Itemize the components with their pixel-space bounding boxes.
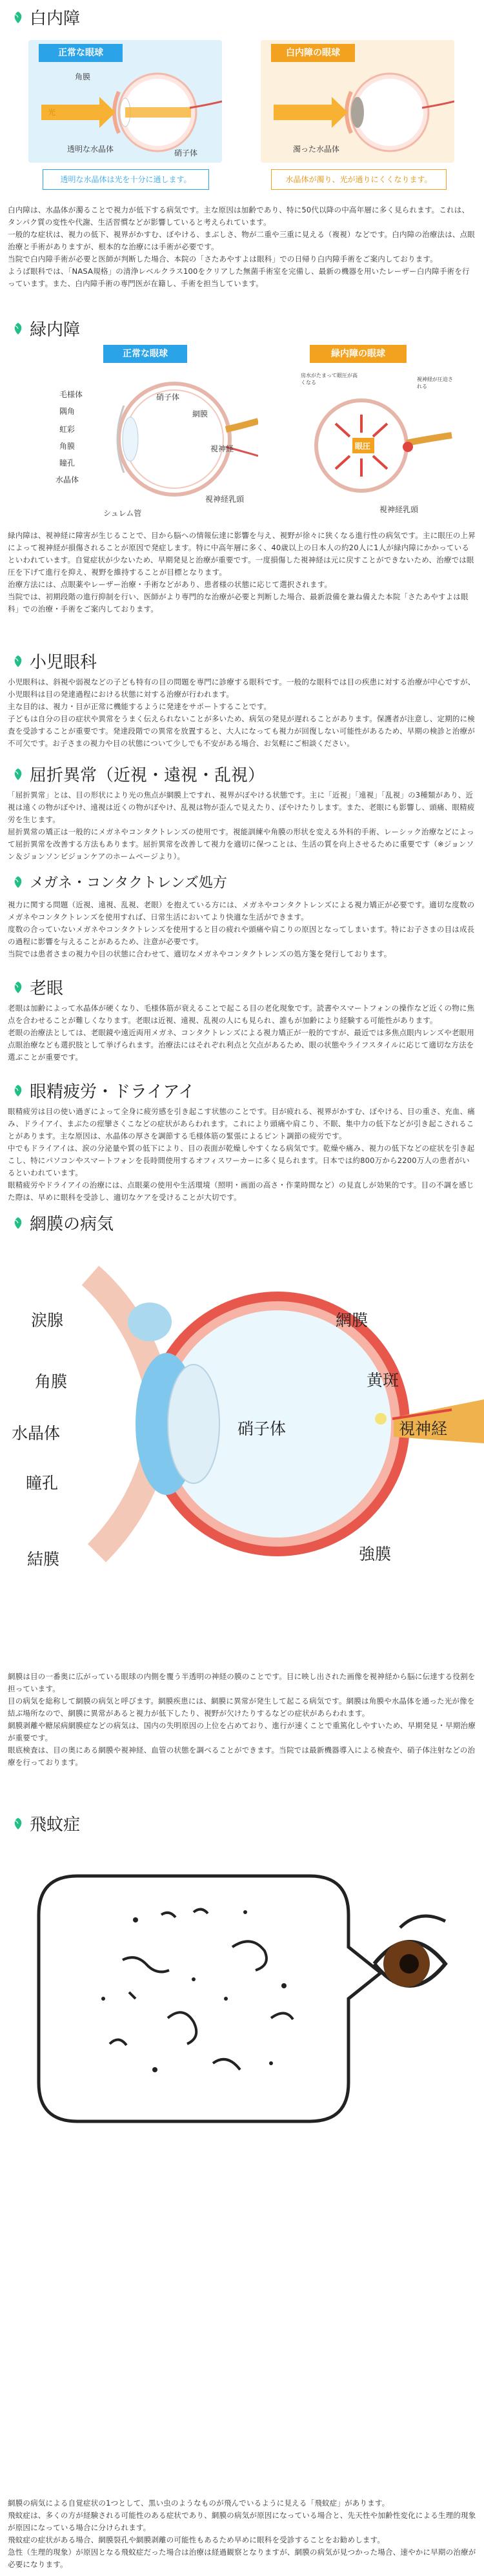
- section-title-text: 飛蚊症: [30, 1815, 81, 1835]
- label-conjunctiva: 結膜: [27, 1550, 60, 1569]
- eyestrain-text: [8, 1106, 476, 1204]
- label-cloudy-lens: 濁った水晶体: [293, 145, 340, 154]
- section-refraction: [0, 762, 484, 872]
- paragraph: 視力に関する問題（近視、遠視、乱視、老眼）を抱えている方には、メガネやコンタクトレンズによる視力矯正が必要です。適切な度数のメガネやコンタクトレンズを使用すれば、日常生活においてより快適な生活ができます。: [8, 900, 475, 922]
- section-title: [12, 1211, 114, 1235]
- retina-text: [8, 1671, 476, 1769]
- paragraph: 中でもドライアイは、涙の分泌量や質の低下により、目の表面が乾燥しやすくなる病気です。乾燥や痛み、視力の低下などの症状を引き起こし、特にパソコンやスマートフォンを長時間使用するオフィスワーカーに多く見られます。日本では約800万から2200万人の患者がいるといわれています。: [8, 1144, 475, 1177]
- paragraph: ようば眼科では、「NASA規格」の清浄レベルクラス100をクリアした無菌手術室を完備し、最新の機器を用いたレーザー白内障手術を行っています。また、白内障手術の専門医が在籍し、手術を担当しています。: [8, 267, 470, 288]
- section-title: [12, 5, 80, 29]
- paragraph: 網膜の病気による自覚症状の1つとして、黒い虫のようなものが飛んでいるように見える「飛蚊症」があります。: [8, 2499, 390, 2508]
- paragraph: 飛蚊症の症状がある場合、網膜裂孔や網膜剥離の可能性もあるため早めに眼科を受診することをお勧めします。: [8, 2535, 385, 2544]
- section-title: [12, 1811, 80, 1835]
- section-title-text: 緑内障: [30, 320, 81, 340]
- paragraph: 眼底検査は、目の奥にある網膜や視神経、血管の状態を調べることができます。当院では最新機器導入による検査や、硝子体注射などの治療を行っております。: [8, 1746, 476, 1767]
- section-title: [12, 872, 227, 892]
- floaters-illustration: [0, 1850, 484, 2134]
- label-ciliary: 毛様体: [59, 390, 83, 399]
- label-light: 光: [48, 108, 56, 117]
- refraction-text: [8, 789, 476, 863]
- label-macula: 黄斑: [367, 1371, 399, 1390]
- glaucoma-normal-badge: 正常な眼球: [103, 345, 187, 363]
- label-lens: 水晶体: [12, 1424, 61, 1443]
- label-clear-lens: 透明な水晶体: [67, 145, 114, 154]
- label-optic-nerve: 視神経: [399, 1419, 448, 1438]
- paragraph: 老眼の治療法としては、老眼鏡や遠近両用メガネ、コンタクトレンズによる視力矯正が一般的ですが、最近では多焦点眼内レンズや老眼用点眼治療なども選択肢として挙げられます。治療法にはそれぞれ利点と欠点があるため、眼の状態やライフスタイルに応じて適切な方法を選ぶことが重要です。: [8, 1028, 474, 1062]
- section-title: [12, 762, 265, 786]
- section-title-text: メガネ・コンタクトレンズ処方: [30, 875, 227, 891]
- label-vitreous: 硝子体: [156, 393, 180, 402]
- paragraph: 網膜は目の一番奥に広がっている眼球の内側を覆う半透明の神経の膜のことです。目に映し出された画像を視神経から脳に伝達する役割を担っています。: [8, 1672, 476, 1693]
- paragraph: 「屈折異常」とは、目の形状により光の焦点が網膜上ですれ、視界がぼやける状態です。主に「近視」「遠視」「乱視」の3種類があり、近視は遠くの物がぼやけ、遠視は近くの物がぼやけ、乱視は物が歪んで見えたり、ぼやけたりします。また、老眼にも影響し、頭痛、眼精疲労を生じます。: [8, 790, 475, 824]
- leaf-icon: [12, 1084, 25, 1097]
- paragraph: 目の病気を総称して網膜の病気と呼びます。網膜疾患には、網膜に異常が発生して起こる病気です。網膜は角膜や水晶体を通った光が像を結ぶ場所なので、網膜に異常があると視力が低下したり、視野が欠けたりするなどの症状があらわれます。: [8, 1696, 475, 1718]
- paragraph: 眼精疲労は目の使い過ぎによって全身に疲労感を引き起こす状態のことです。目が疲れる、視界がかすむ、ぼやける、目の重さ、充血、痛み、ドライアイ、まぶたの痙攣さくこなどの症状があらわれます。これにより頭痛や肩こり、不眠、集中力の低下などが引き起こされることがあります。主な原因は、水晶体の厚さを調節する毛様体筋の緊張によるピント調節の疲労です。: [8, 1107, 476, 1140]
- presbyopia-text: [8, 1002, 476, 1064]
- section-pediatric: [0, 649, 484, 762]
- glaucoma-text: [8, 530, 476, 615]
- leaf-icon: [12, 1817, 25, 1830]
- label-iop: 眼圧: [355, 442, 371, 451]
- leaf-icon: [12, 655, 25, 668]
- section-title-text: 老眼: [30, 979, 64, 998]
- paragraph: 治療方法には、点眼薬やレーザー治療・手術などがあり、患者様の状態に応じて選択されます。: [8, 580, 332, 589]
- paragraph: 急性（生理的現象）が原因となる飛蚊症だった場合は治療は経過観察となりますが、網膜の病気が見つかった場合、速やかに早期の治療が必要になります。: [8, 2548, 476, 2569]
- paragraph: 当院では患者さまの視力や目の状態に合わせて、適切なメガネやコンタクトレンズの処方箋を発行しております。: [8, 949, 392, 958]
- section-eyestrain: [0, 1078, 484, 1211]
- section-glaucoma: [0, 316, 484, 649]
- section-title: [12, 649, 97, 673]
- pediatric-text: [8, 676, 476, 750]
- label-cornea: 角膜: [35, 1372, 68, 1391]
- paragraph: 緑内障は、視神経に障害が生じることで、目から脳への情報伝達に影響を与え、視野が徐々に狭くなる進行性の病気です。主に眼圧の上昇によって視神経が損傷されることが原因で発症します。特に中高年層に多く、40歳以上の日本人の約20人に1人が緑内障にかかっているといわれています。自覚症状が少ないため、早期発見と治療が重要です。一度損傷した視神経は元に戻すことができないため、治療では眼圧を下げて進行を抑え、視野を維持することが目標となります。: [8, 531, 476, 577]
- section-title-text: 網膜の病気: [30, 1215, 114, 1234]
- paragraph: 眼精疲労やドライアイの治療には、点眼薬の使用や生活環境（照明・画面の高さ・作業時間など）の見直しが効果的です。目の不調を感じた際は、早めに眼科を受診し、適切なケアを受けることが大切です。: [8, 1180, 474, 1202]
- paragraph: 屈折異常の矯正は一般的にメガネやコンタクトレンズの使用です。視能訓練や角膜の形状を変える外科的手術、レーシック治療などによって屈折異常を改善する方法もあります。屈折異常を改善して視力を適切に保つことは、生活の質を向上させるために重要です（※ジョンソン＆ジョンソンビジョンケアのホームページより）。: [8, 827, 474, 861]
- label-optic-nerve: 視神経: [210, 444, 234, 453]
- paragraph: 当院で白内障手術が必要と医師が判断した場合、本院の「さたあやすよは眼科」での日帰り白内障手術をご案内しております。: [8, 254, 438, 263]
- section-glasses: [0, 872, 484, 975]
- section-title: [12, 1078, 195, 1102]
- paragraph: 網膜剥離や糖尿病網膜症などの病気は、国内の失明原因の上位を占めており、進行が速くことで重篤化しやすいため、早期発見・早期治療が重要です。: [8, 1721, 476, 1742]
- leaf-icon: [12, 1217, 25, 1230]
- label-lens: 水晶体: [55, 475, 79, 484]
- leaf-icon: [12, 11, 25, 24]
- leaf-icon: [12, 322, 25, 335]
- cataract-text: [8, 204, 476, 290]
- floaters-text: [8, 2497, 476, 2571]
- label-optic-disc-glaucoma: 視神経乳頭: [379, 505, 419, 514]
- section-cataract: [0, 0, 484, 316]
- normal-eye-badge: 正常な眼球: [39, 44, 123, 62]
- section-presbyopia: [0, 975, 484, 1078]
- section-title: [12, 975, 63, 999]
- glaucoma-badge: 緑内障の眼球: [310, 345, 407, 363]
- section-retina: [0, 1211, 484, 1811]
- label-cornea: 角膜: [75, 72, 91, 81]
- paragraph: 小児眼科は、斜視や弱視などの子ども特有の目の問題を専門に診療する眼科です。一般的な眼科では目の疾患に対する治療が中心ですが、小児眼科は目の発達過程における状態に対する治療が行われます。: [8, 677, 476, 699]
- section-title: [12, 316, 80, 340]
- label-nerve-compressed: 視神経が圧迫される: [417, 376, 453, 389]
- label-pupil: 瞳孔: [59, 459, 76, 468]
- cataract-eye-illustration: [261, 40, 454, 163]
- cataract-normal-diagram: [28, 40, 222, 163]
- label-vitreous: 硝子体: [237, 1419, 287, 1438]
- paragraph: 白内障は、水晶体が濁ることで視力が低下する病気です。主な原因は加齢であり、特に50代以降の中高年層に多く見られます。これは、タンパク質の変性や代謝、生活習慣などが影響していると考えられています。: [8, 205, 470, 227]
- section-floaters: [0, 1811, 484, 2576]
- leaf-icon: [12, 981, 25, 994]
- leaf-icon: [12, 768, 25, 781]
- section-title-text: 眼精疲労・ドライアイ: [30, 1082, 196, 1102]
- caption-cataract: 水晶体が濁り、光が通りにくくなります。: [271, 169, 447, 190]
- section-title-text: 小児眼科: [30, 653, 97, 672]
- label-aqueous-pressure: 房水がたまって眼圧が高くなる: [301, 373, 358, 386]
- glasses-text: [8, 899, 476, 960]
- leaf-icon: [12, 876, 25, 889]
- section-title-text: 屈折異常（近視・遠視・乱視）: [30, 766, 265, 785]
- label-pupil: 瞳孔: [26, 1474, 59, 1492]
- paragraph: 度数の合っていないメガネやコンタクトレンズを使用すると目の疲れや頭痛や肩こりの原因となってしまいます。特にお子さまの目は成長の過程に影響を与えることがあるため、注意が必要です。: [8, 925, 475, 946]
- glaucoma-illustration: [290, 368, 458, 517]
- paragraph: 子どもは自分の目の症状や異常をうまく伝えられないことが多いため、病気の発見が遅れることがあります。保護者が注意し、定期的に検査を受診することが重要です。発達段階での異常を放置すると、大人になっても視力が回復しない可能性があるため、早期の検診と治療が不可欠です。お子さまの視力や目の状態について少しでも不安がある場合、お気軽にご相談ください。: [8, 714, 476, 748]
- paragraph: 老眼は加齢によって水晶体が硬くなり、毛様体筋が衰えることで起こる目の老化現象です。読書やスマートフォンの操作など近くの物に焦点を合わせることが難しくなります。老眼は近視、遠視、乱視の人にも見られ、誰もが加齢により経験する可能性があります。: [8, 1004, 475, 1025]
- cataract-diagram: [261, 40, 454, 163]
- paragraph: 飛蚊症は、多くの方が経験される可能性のある症状であり、網膜の病気が原因になっている場合と、先天性や加齢性変化による生理的現象が原因になっている場合に分けられます。: [8, 2511, 476, 2532]
- label-lacrimal-gland: 涙腺: [31, 1311, 64, 1330]
- label-retina: 網膜: [192, 409, 208, 418]
- caption-normal: 透明な水晶体は光を十分に通します。: [43, 169, 209, 190]
- paragraph: 当院では、初期段階の進行抑制を行い、医師がより専門的な治療が必要と判断した場合、最新設備を兼ね備えた本院「さたあやすよは眼科」での治療・手術をご案内しております。: [8, 592, 469, 613]
- label-angle: 隅角: [59, 407, 76, 416]
- cataract-eye-badge: 白内障の眼球: [271, 44, 355, 62]
- label-retina: 網膜: [336, 1311, 368, 1330]
- paragraph: 主な目的は、視力・目が正常に機能するように発達をサポートすることです。: [8, 702, 272, 711]
- normal-eye-illustration: [28, 40, 222, 163]
- label-schlemm: シュレム管: [103, 509, 142, 518]
- label-sclera: 強膜: [359, 1545, 392, 1563]
- section-title-text: 白内障: [30, 9, 81, 28]
- label-vitreous: 硝子体: [174, 149, 198, 158]
- label-iris: 虹彩: [59, 425, 76, 434]
- paragraph: 一般的な症状は、視力の低下、視界がかすむ、ぼやける、まぶしさ、物が二重や三重に見える（複視）などです。白内障の治療法は、点眼治療と手術がありますが、根本的な治療には手術が必要です。: [8, 230, 476, 251]
- label-optic-disc: 視神経乳頭: [205, 495, 245, 504]
- label-cornea: 角膜: [59, 442, 76, 451]
